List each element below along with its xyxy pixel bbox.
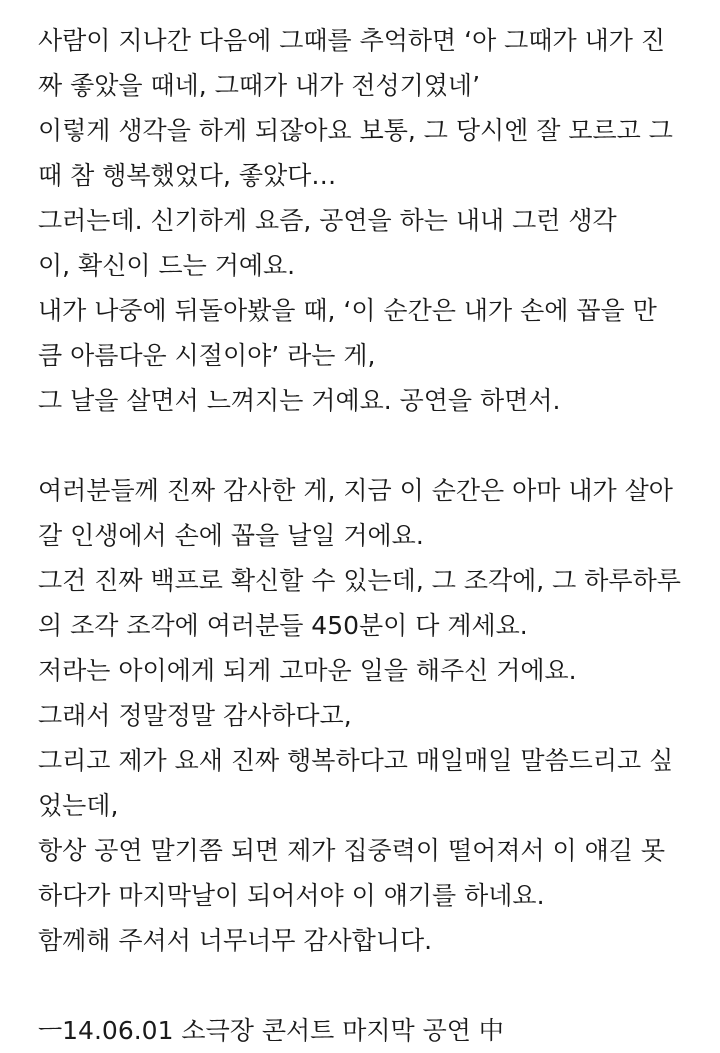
source-attribution: ㅡ14.06.01 소극장 콘서트 마지막 공연 中 [38,1016,504,1045]
text-line: 하다가 마지막날이 되어서야 이 얘기를 하네요. [38,881,545,910]
quote-document [38,18,710,1053]
text-line: 의 조각 조각에 여러분들 450분이 다 계세요. [38,611,528,640]
text-line: 저라는 아이에게 되게 고마운 일을 해주신 거에요. [38,656,577,685]
paragraph-1 [38,18,710,423]
text-line: 이, 확신이 드는 거예요. [38,251,296,280]
text-line: 짜 좋았을 때네, 그때가 내가 전성기였네’ [38,71,481,100]
text-line: 이렇게 생각을 하게 되잖아요 보통, 그 당시엔 잘 모르고 그 [38,116,673,145]
text-line: 함께해 주셔서 너무너무 감사합니다. [38,926,433,955]
text-line: 그 날을 살면서 느껴지는 거예요. 공연을 하면서. [38,386,561,415]
text-line: 사람이 지나간 다음에 그때를 추억하면 ‘아 그때가 내가 진 [38,26,665,55]
text-line: 그건 진짜 백프로 확신할 수 있는데, 그 조각에, 그 하루하루 [38,566,681,595]
text-line: 갈 인생에서 손에 꼽을 날일 거에요. [38,521,424,550]
text-line: 그리고 제가 요새 진짜 행복하다고 매일매일 말씀드리고 싶 [38,746,674,775]
text-line: 었는데, [38,791,119,820]
paragraph-2 [38,468,710,963]
text-line: 여러분들께 진짜 감사한 게, 지금 이 순간은 아마 내가 살아 [38,476,673,505]
paragraph-gap [38,963,710,1008]
text-line: 그러는데. 신기하게 요즘, 공연을 하는 내내 그런 생각 [38,206,617,235]
text-line: 내가 나중에 뒤돌아봤을 때, ‘이 순간은 내가 손에 꼽을 만 [38,296,657,325]
text-line: 그래서 정말정말 감사하다고, [38,701,352,730]
text-line: 큼 아름다운 시절이야’ 라는 게, [38,341,376,370]
paragraph-gap [38,423,710,468]
text-line: 항상 공연 말기쯤 되면 제가 집중력이 떨어져서 이 얘길 못 [38,836,665,865]
text-line: 때 참 행복했었다, 좋았다… [38,161,337,190]
